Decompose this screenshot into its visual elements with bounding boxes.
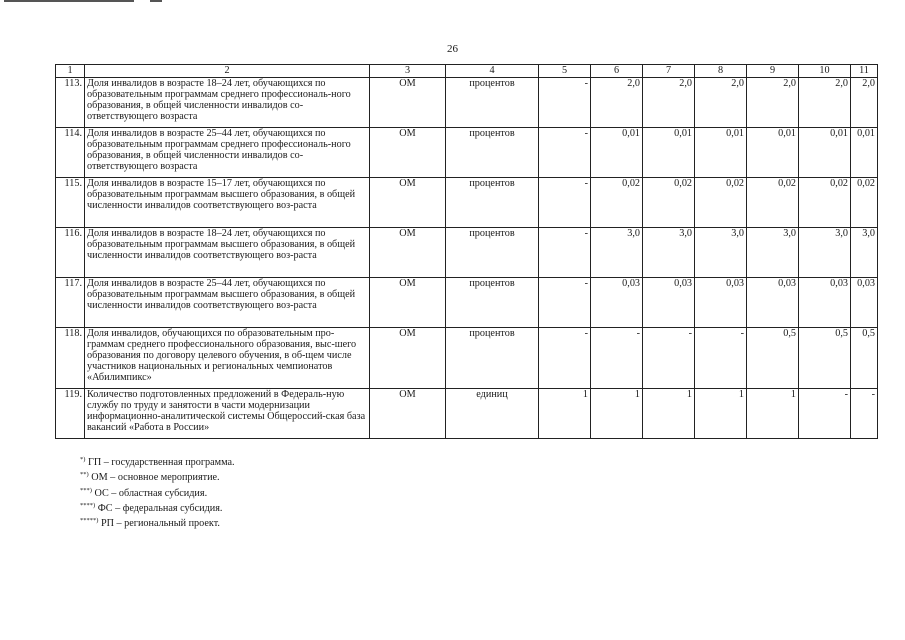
measure-type: ОМ (370, 78, 446, 128)
col-header-6: 6 (591, 65, 643, 78)
col-header-1: 1 (56, 65, 85, 78)
value-col-6: 2,0 (591, 78, 643, 128)
footnote (80, 469, 235, 484)
value-col-5: - (539, 278, 591, 328)
col-header-4: 4 (446, 65, 539, 78)
table-row (56, 328, 878, 389)
scan-edge-line (4, 0, 134, 2)
value-col-8: 0,01 (695, 128, 747, 178)
indicator-name: Доля инвалидов, обучающихся по образовательным про-граммам среднего профессионального образования, выс-шего образования по договору целевого обучения, в об-щем числе участников национальных и региональных чемпионатов «Абилимпикс» (85, 328, 370, 389)
table-row (56, 78, 878, 128)
value-col-6: 0,02 (591, 178, 643, 228)
indicators-table (55, 64, 878, 439)
value-col-10: - (799, 389, 851, 439)
footnote (80, 485, 235, 500)
value-col-10: 2,0 (799, 78, 851, 128)
value-col-11: 0,02 (851, 178, 878, 228)
value-col-5: - (539, 128, 591, 178)
col-header-7: 7 (643, 65, 695, 78)
footnotes (80, 454, 235, 530)
table-row (56, 228, 878, 278)
footnote (80, 454, 235, 469)
value-col-5: - (539, 328, 591, 389)
row-number: 115. (56, 178, 85, 228)
indicator-name: Доля инвалидов в возрасте 18–24 лет, обучающихся по образовательным программам высшего образования, в общей численности инвалидов соответствующего воз-раста (85, 228, 370, 278)
footnote-mark: ****) (80, 501, 96, 509)
value-col-11: 0,01 (851, 128, 878, 178)
value-col-10: 3,0 (799, 228, 851, 278)
table-row (56, 389, 878, 439)
indicator-name: Доля инвалидов в возрасте 15–17 лет, обучающихся по образовательным программам высшего образования, в общей численности инвалидов соответствующего воз-раста (85, 178, 370, 228)
value-col-6: 1 (591, 389, 643, 439)
table-row (56, 128, 878, 178)
footnote-mark: *) (80, 456, 86, 463)
unit: процентов (446, 328, 539, 389)
value-col-7: 0,03 (643, 278, 695, 328)
measure-type: ОМ (370, 328, 446, 389)
col-header-3: 3 (370, 65, 446, 78)
footnote-text: ОС – областная субсидия. (94, 487, 208, 499)
value-col-9: 0,5 (747, 328, 799, 389)
value-col-10: 0,02 (799, 178, 851, 228)
value-col-9: 2,0 (747, 78, 799, 128)
value-col-7: 2,0 (643, 78, 695, 128)
indicator-name: Доля инвалидов в возрасте 18–24 лет, обучающихся по образовательным программам среднего профессиональ-ного образования, в общей численности инвалидов со-ответствующего возраста (85, 78, 370, 128)
value-col-8: 0,03 (695, 278, 747, 328)
value-col-7: 1 (643, 389, 695, 439)
table-row (56, 178, 878, 228)
value-col-6: 0,03 (591, 278, 643, 328)
value-col-8: 2,0 (695, 78, 747, 128)
measure-type: ОМ (370, 228, 446, 278)
footnote-mark: ***) (80, 486, 92, 494)
measure-type: ОМ (370, 278, 446, 328)
header-row (56, 65, 878, 78)
value-col-5: - (539, 178, 591, 228)
value-col-10: 0,5 (799, 328, 851, 389)
value-col-7: 3,0 (643, 228, 695, 278)
footnote (80, 515, 235, 530)
footnote-text: ГП – государственная программа. (87, 457, 235, 468)
value-col-8: 3,0 (695, 228, 747, 278)
row-number: 118. (56, 328, 85, 389)
value-col-11: 0,5 (851, 328, 878, 389)
value-col-6: 0,01 (591, 128, 643, 178)
row-number: 113. (56, 78, 85, 128)
indicator-name: Доля инвалидов в возрасте 25–44 лет, обучающихся по образовательным программам среднего профессиональ-ного образования, в общей численности инвалидов со-ответствующего возраста (85, 128, 370, 178)
value-col-5: - (539, 78, 591, 128)
footnote-mark: **) (80, 471, 89, 479)
col-header-10: 10 (799, 65, 851, 78)
indicator-name: Количество подготовленных предложений в Федераль-ную службу по труду и занятости в части модернизации информационно-аналитической системы Общероссий-ская база вакансий «Работа в России» (85, 389, 370, 439)
unit: процентов (446, 178, 539, 228)
footnote-text: РП – региональный проект. (100, 518, 220, 530)
value-col-11: 0,03 (851, 278, 878, 328)
row-number: 117. (56, 278, 85, 328)
table-body (56, 78, 878, 439)
value-col-5: - (539, 228, 591, 278)
value-col-8: - (695, 328, 747, 389)
row-number: 119. (56, 389, 85, 439)
value-col-7: - (643, 328, 695, 389)
col-header-11: 11 (851, 65, 878, 78)
table-header (56, 65, 878, 78)
unit: процентов (446, 228, 539, 278)
row-number: 114. (56, 128, 85, 178)
indicator-name: Доля инвалидов в возрасте 25–44 лет, обучающихся по образовательным программам высшего образования, в общей численности инвалидов соответствующего воз-раста (85, 278, 370, 328)
col-header-5: 5 (539, 65, 591, 78)
page-number: 26 (447, 43, 458, 55)
unit: процентов (446, 78, 539, 128)
measure-type: ОМ (370, 389, 446, 439)
value-col-8: 0,02 (695, 178, 747, 228)
unit: процентов (446, 278, 539, 328)
value-col-5: 1 (539, 389, 591, 439)
value-col-7: 0,02 (643, 178, 695, 228)
value-col-9: 0,01 (747, 128, 799, 178)
scan-edge-line (150, 0, 162, 2)
col-header-2: 2 (85, 65, 370, 78)
value-col-9: 3,0 (747, 228, 799, 278)
value-col-9: 1 (747, 389, 799, 439)
value-col-8: 1 (695, 389, 747, 439)
col-header-9: 9 (747, 65, 799, 78)
footnote-text: ОМ – основное мероприятие. (91, 472, 220, 484)
footnote-mark: *****) (80, 517, 99, 525)
col-header-8: 8 (695, 65, 747, 78)
unit: процентов (446, 128, 539, 178)
table-row (56, 278, 878, 328)
value-col-10: 0,01 (799, 128, 851, 178)
measure-type: ОМ (370, 128, 446, 178)
measure-type: ОМ (370, 178, 446, 228)
value-col-9: 0,03 (747, 278, 799, 328)
value-col-11: 2,0 (851, 78, 878, 128)
footnote (80, 500, 235, 515)
value-col-9: 0,02 (747, 178, 799, 228)
value-col-10: 0,03 (799, 278, 851, 328)
footnote-text: ФС – федеральная субсидия. (97, 502, 223, 514)
value-col-11: - (851, 389, 878, 439)
row-number: 116. (56, 228, 85, 278)
value-col-11: 3,0 (851, 228, 878, 278)
value-col-6: - (591, 328, 643, 389)
unit: единиц (446, 389, 539, 439)
value-col-7: 0,01 (643, 128, 695, 178)
value-col-6: 3,0 (591, 228, 643, 278)
